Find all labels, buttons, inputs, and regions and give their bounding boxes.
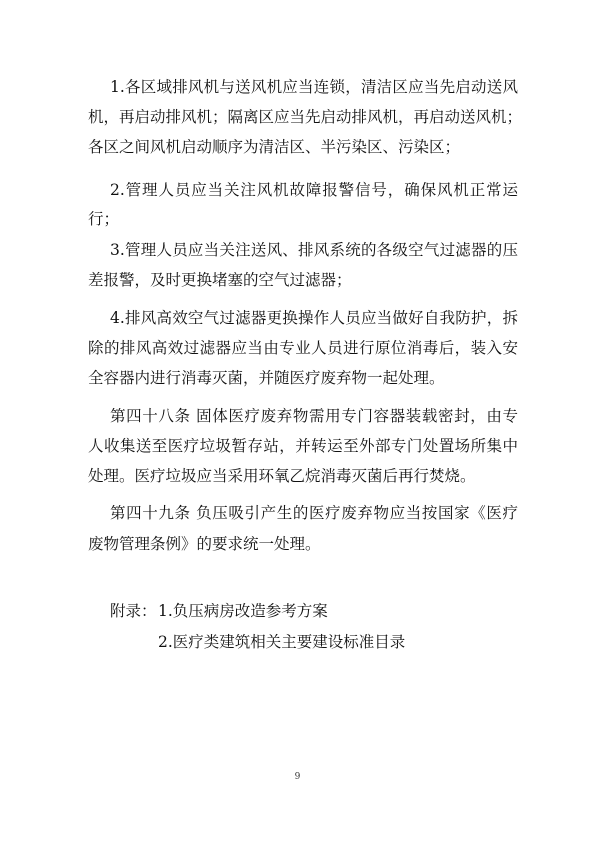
text-line: 机，再启动排风机；隔离区应当先启动排风机，再启动送风机； bbox=[88, 108, 523, 126]
text-line: 全容器内进行消毒灭菌，并随医疗废弃物一起处理。 bbox=[88, 369, 445, 387]
text-line: 处理。医疗垃圾应当采用环氧乙烷消毒灭菌后再行焚烧。 bbox=[88, 467, 476, 485]
text-line: 1.各区域排风机与送风机应当连锁，清洁区应当先启动送风 bbox=[110, 78, 518, 96]
page-number: 9 bbox=[294, 772, 301, 782]
text-line: 废物管理条例》的要求统一处理。 bbox=[88, 535, 321, 553]
appendix-label: 附录： bbox=[110, 602, 157, 620]
text-line: 3.管理人员应当关注送风、排风系统的各级空气过滤器的压 bbox=[110, 241, 518, 259]
appendix-item: 1.负压病房改造参考方案 bbox=[158, 602, 328, 620]
text-line: 第四十九条 负压吸引产生的医疗废弃物应当按国家《医疗 bbox=[110, 504, 518, 522]
text-line: 除的排风高效过滤器应当由专业人员进行原位消毒后，装入安 bbox=[88, 339, 518, 357]
appendix-item: 2.医疗类建筑相关主要建设标准目录 bbox=[158, 633, 406, 651]
text-line: 2.管理人员应当关注风机故障报警信号，确保风机正常运 bbox=[110, 181, 518, 199]
text-line: 行； bbox=[88, 210, 120, 228]
text-line: 差报警，及时更换堵塞的空气过滤器； bbox=[88, 271, 352, 289]
text-line: 第四十八条 固体医疗废弃物需用专门容器装载密封，由专 bbox=[110, 407, 518, 425]
text-line: 各区之间风机启动顺序为清洁区、半污染区、污染区； bbox=[88, 138, 461, 156]
text-line: 人收集送至医疗垃圾暂存站，并转运至外部专门处置场所集中 bbox=[88, 437, 518, 455]
text-line: 4.排风高效空气过滤器更换操作人员应当做好自我防护，拆 bbox=[110, 309, 518, 327]
